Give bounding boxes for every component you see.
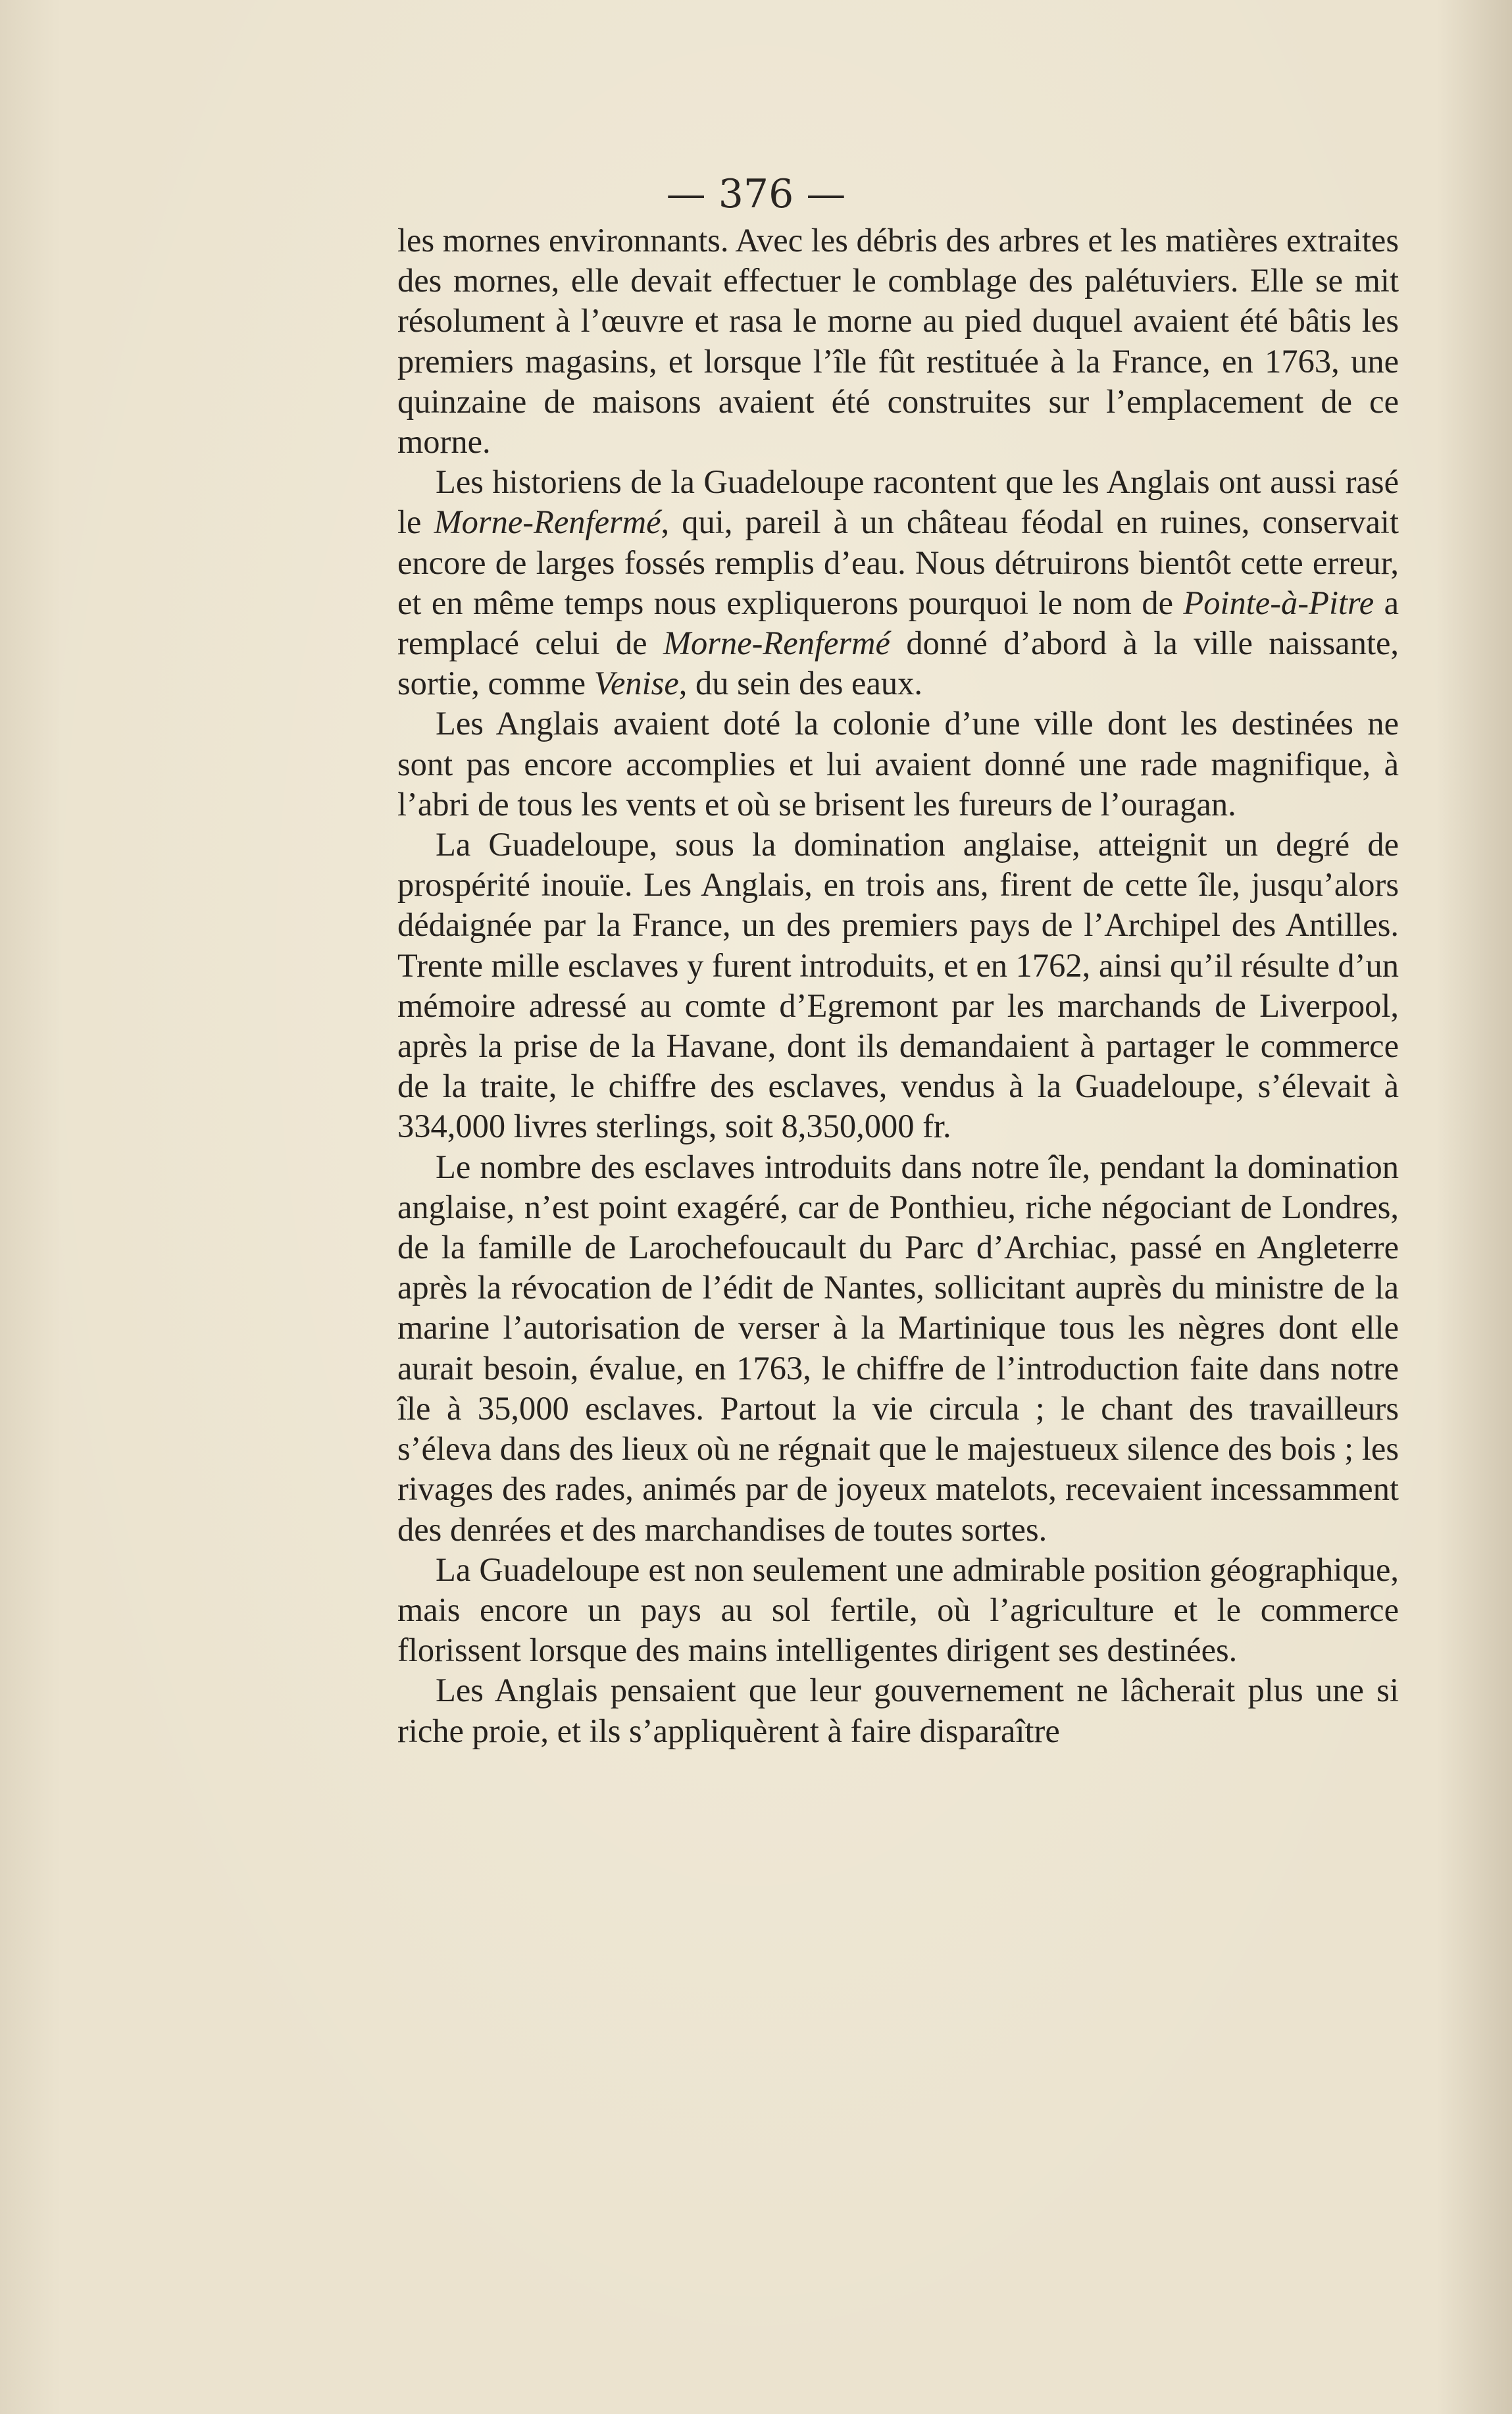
text-run: , qui, pareil à un château féodal en ruines, conservait encore de larges fossés remplis d’eau. Nous détruirons bientôt cette erreur, et en même temps nous expliquerons pourquoi le nom de	[397, 503, 1399, 621]
text-run: a remplacé celui de	[397, 584, 1399, 662]
paragraph	[397, 1670, 1399, 1751]
paragraph	[397, 825, 1399, 1147]
paragraph	[397, 1147, 1399, 1550]
text-run: Le nombre des esclaves introduits dans notre île, pendant la domination anglaise, n’est point exagéré, car de Ponthieu, riche négociant de Londres, de la famille de Larochefoucault du Parc d’Archiac, passé en Angleterre après la révocation de l’édit de Nantes, sollicitant auprès du ministre de la marine l’autorisation de verser à la Martinique tous les nègres dont elle aurait besoin, évalue, en 1763, le chiffre de l’introduction faite dans notre île à 35,000 esclaves. Partout la vie circula ; le chant des travailleurs s’éleva dans des lieux où ne régnait que le majestueux silence des bois ; les rivages des rades, animés par de joyeux matelots, recevaient incessamment des denrées et des marchandises de toutes sortes.	[397, 1148, 1399, 1548]
text-run: Les Anglais pensaient que leur gouvernement ne lâcherait plus une si riche proie, et ils s’appliquèrent à faire disparaître	[397, 1672, 1399, 1749]
text-run: La Guadeloupe est non seulement une admirable position géographique, mais encore un pays au sol fertile, où l’agriculture et le commerce florissent lorsque des mains intelligentes dirigent ses destinées.	[397, 1551, 1399, 1669]
text-run: Les Anglais avaient doté la colonie d’une ville dont les destinées ne sont pas encore accomplies et lui avaient donné une rade magnifique, à l’abri de tous les vents et où se brisent les fureurs de l’ouragan.	[397, 705, 1399, 823]
italic-text: Morne-Renfermé	[663, 625, 890, 662]
paragraph	[397, 220, 1399, 462]
body-text	[397, 220, 1399, 1751]
italic-text: Venise	[593, 665, 679, 702]
paragraph	[397, 462, 1399, 704]
text-run: , du sein des eaux.	[678, 665, 922, 702]
italic-text: Pointe-à-Pitre	[1183, 584, 1374, 621]
text-run: les mornes environnants. Avec les débris des arbres et les matières extraites des mornes, elle devait effectuer le comblage des palétuviers. Elle se mit résolument à l’œuvre et rasa le morne au pied duquel avaient été bâtis les premiers magasins, et lorsque l’île fût restituée à la France, en 1763, une quinzaine de maisons avaient été construites sur l’emplacement de ce morne.	[397, 222, 1399, 461]
text-run: La Guadeloupe, sous la domination anglaise, atteignit un degré de prospérité inouïe. Les Anglais, en trois ans, firent de cette île, jusqu’alors dédaignée par la France, un des premiers pays de l’Archipel des Antilles. Trente mille esclaves y furent introduits, et en 1762, ainsi qu’il résulte d’un mémoire adressé au comte d’Egremont par les marchands de Liverpool, après la prise de la Havane, dont ils demandaient à partager le commerce de la traite, le chiffre des esclaves, vendus à la Guadeloupe, s’élevait à 334,000 livres sterlings, soit 8,350,000 fr.	[397, 826, 1399, 1145]
page-number: — 376 —	[666, 171, 846, 217]
text-run: Les historiens de la Guadeloupe racontent que les Anglais ont aussi rasé le	[397, 463, 1399, 541]
text-run: donné d’abord à la ville naissante, sortie, comme	[397, 625, 1399, 702]
italic-text: Morne-Renfermé	[434, 503, 661, 541]
paragraph	[397, 1550, 1399, 1671]
paragraph	[397, 704, 1399, 825]
